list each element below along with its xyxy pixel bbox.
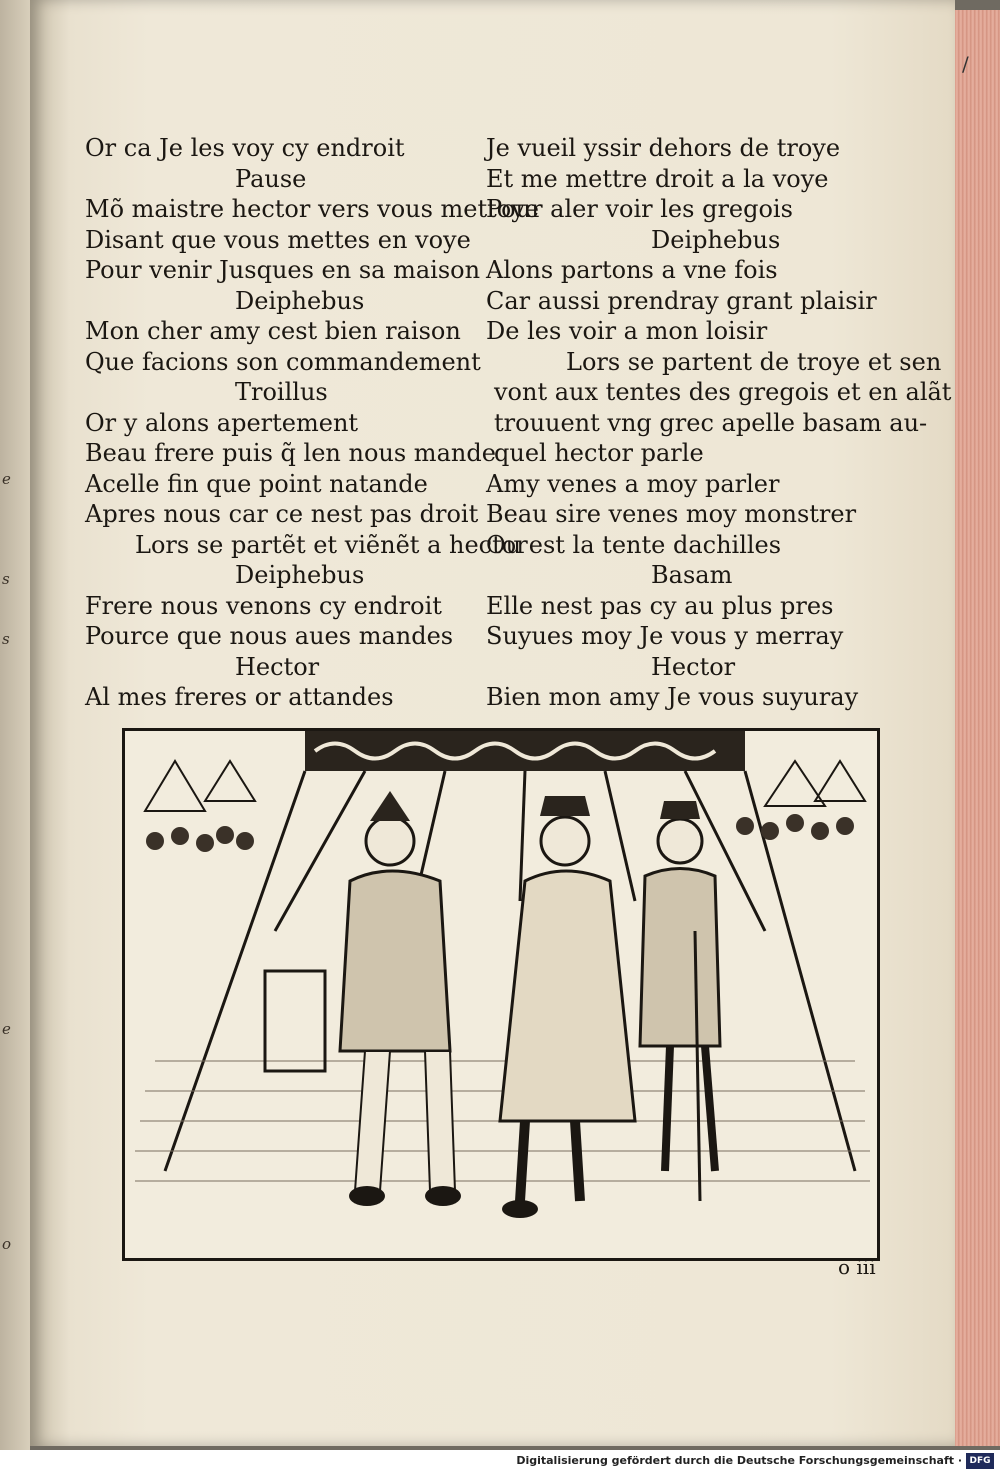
chair	[265, 971, 325, 1071]
stage-direction: Lors se partẽt et viẽnẽt a hector	[135, 530, 528, 559]
pencil-mark: /	[962, 52, 969, 76]
canopy-valance	[305, 731, 745, 771]
signature-mark: o iii	[838, 1255, 876, 1279]
verse-line: Beau frere puis q̃ len nous mande	[85, 439, 496, 467]
verse-line: De les voir a mon loisir	[486, 317, 768, 345]
verse-line: Et me mettre droit a la voye	[486, 164, 829, 193]
seated-figure	[340, 791, 461, 1206]
speaker-name: Pause	[235, 164, 307, 193]
stage-direction: trouuent vng grec apelle basam au-	[494, 408, 928, 437]
verse-line: Pour venir Jusques en sa maison	[85, 256, 481, 284]
standing-figure-right	[640, 801, 720, 1201]
verse-line: Ou est la tente dachilles	[486, 530, 782, 559]
verse-line: Je vueil yssir dehors de troye	[486, 134, 841, 162]
woodcut-drawing	[125, 731, 877, 1258]
facing-page-fragment: s	[2, 630, 10, 648]
verse-line: Mõ maistre hector vers vous mettoye	[85, 195, 540, 223]
verse-line: Beau sire venes moy monstrer	[486, 500, 857, 528]
stage-direction: vont aux tentes des gregois et en alãt	[494, 378, 952, 406]
verse-line: Apres nous car ce nest pas droit	[85, 500, 479, 528]
digitization-footer	[0, 1450, 1000, 1475]
speaker-name: Deiphebus	[235, 286, 365, 315]
facing-page-fragment: o	[2, 1235, 12, 1253]
verse-line: Amy venes a moy parler	[486, 469, 780, 498]
verse-line: Frere nous venons cy endroit	[85, 591, 442, 620]
verse-line: Or ca Je les voy cy endroit	[85, 134, 405, 162]
verse-line: Que facions son commandement	[85, 347, 481, 376]
speaker-name: Hector	[651, 652, 736, 681]
facing-page-fragment: e	[2, 470, 11, 488]
verse-line: Pour aler voir les gregois	[486, 195, 793, 223]
right-text-column	[486, 133, 952, 713]
dfg-logo: DFG	[966, 1453, 994, 1469]
crowd	[146, 814, 854, 852]
speaker-name: Deiphebus	[235, 561, 365, 589]
verse-line: Pource que nous aues mandes	[85, 622, 454, 650]
left-text-column	[85, 133, 540, 713]
speaker-name: Hector	[235, 652, 320, 681]
woodcut-illustration	[122, 728, 880, 1261]
verse-line: Suyues moy Je vous y merray	[486, 622, 844, 650]
fore-edge	[955, 10, 1000, 1446]
facing-page-edge	[0, 0, 30, 1450]
verse-line: Acelle fin que point natande	[85, 469, 428, 498]
verse-line: Or y alons apertement	[85, 408, 359, 437]
verse-line: Bien mon amy Je vous suyuray	[486, 683, 859, 711]
verse-line: Disant que vous mettes en voye	[85, 225, 471, 254]
speaker-name: Deiphebus	[651, 225, 781, 254]
stage-direction: quel hector parle	[494, 439, 704, 467]
speaker-name: Basam	[651, 561, 733, 589]
verse-line: Mon cher amy cest bien raison	[85, 317, 461, 345]
speaker-name: Troillus	[235, 378, 328, 406]
verse-line: Car aussi prendray grant plaisir	[486, 286, 877, 315]
footer-credit: Digitalisierung gefördert durch die Deutsche Forschungsgemeinschaft ·	[516, 1454, 962, 1467]
facing-page-fragment: s	[2, 570, 10, 588]
verse-line: Alons partons a vne fois	[486, 256, 778, 284]
facing-page-fragment: e	[2, 1020, 11, 1038]
stage-direction: Lors se partent de troye et sen	[566, 347, 942, 376]
verse-line: Al mes freres or attandes	[85, 683, 394, 711]
verse-line: Elle nest pas cy au plus pres	[486, 591, 834, 620]
